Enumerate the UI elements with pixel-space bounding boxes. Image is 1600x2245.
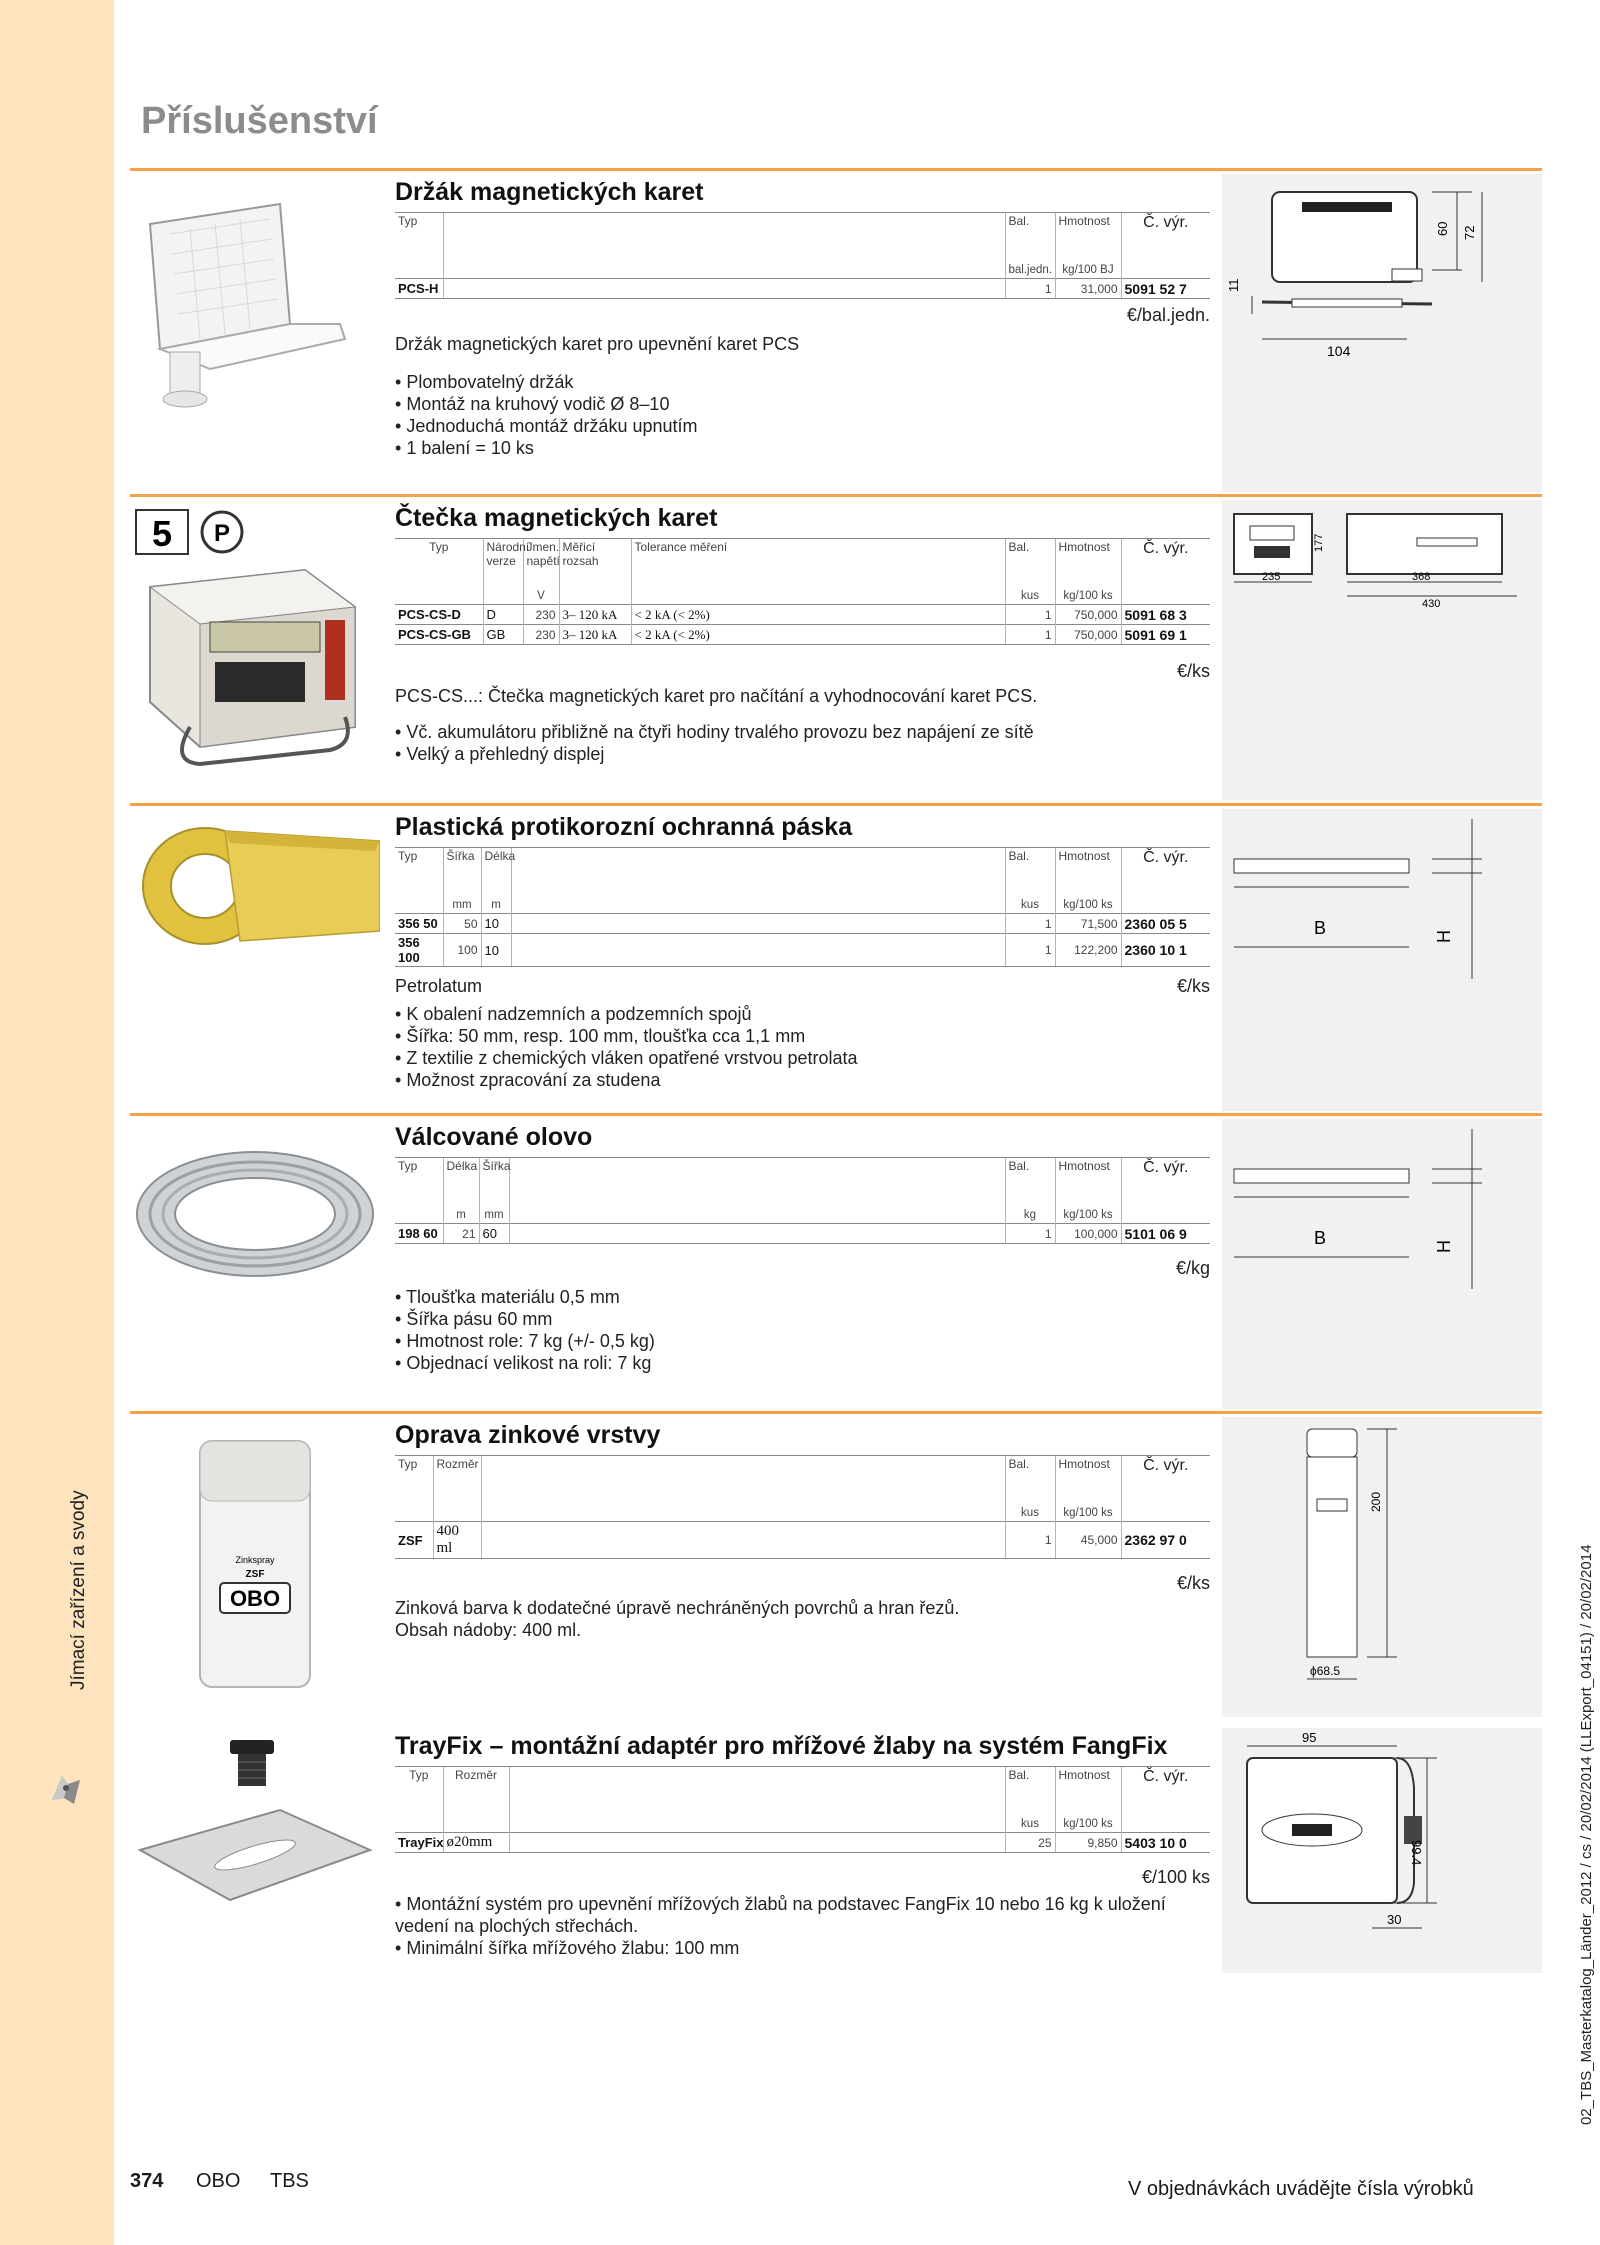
page-number: 374 xyxy=(130,2170,164,2192)
dim-177: 177 xyxy=(1313,533,1325,552)
col-hmotnost: Hmotnost xyxy=(1055,1456,1121,1506)
can-logo: OBO xyxy=(229,1586,281,1611)
section-trayfix xyxy=(130,1728,1542,1973)
dim-95: 95 xyxy=(1302,1730,1317,1745)
unit-bal: bal.jedn. xyxy=(1005,263,1055,279)
col-sirka: Šířka xyxy=(479,1158,509,1208)
footer-brand: OBO xyxy=(196,2170,241,2192)
unit-delka: m xyxy=(443,1208,479,1224)
dim-b: B xyxy=(1314,1228,1327,1248)
unit-sirka: mm xyxy=(479,1208,509,1224)
svg-text:5: 5 xyxy=(151,513,173,554)
bullet: • Jednoduchá montáž držáku upnutím xyxy=(395,415,1210,437)
catalog-code: 02_TBS_Masterkatalog_Länder_2012 / cs / 20/02/2014 (LLExport_04151) / 20/02/2014 xyxy=(1578,1544,1595,2125)
product-table xyxy=(395,1157,1210,1244)
bullet-list xyxy=(395,1893,1210,1959)
cell-hm: 122,200 xyxy=(1055,934,1121,967)
zinc-drawing-svg xyxy=(1222,1417,1542,1717)
pcs-cs-drawing-svg xyxy=(1222,500,1542,800)
col-typ: Typ xyxy=(395,848,443,898)
cell-hm: 45,000 xyxy=(1055,1522,1121,1559)
table-row xyxy=(395,605,1210,625)
lead-dimension-drawing xyxy=(1222,1119,1542,1409)
bullet: • Velký a přehledný displej xyxy=(395,743,1210,765)
description-volume: Obsah nádoby: 400 ml. xyxy=(395,1620,582,1640)
footer-division: TBS xyxy=(270,2170,309,2192)
unit-bal: kus xyxy=(1005,1506,1055,1522)
table-row xyxy=(395,1224,1210,1244)
section-title: Čtečka magnetických karet xyxy=(395,504,718,532)
unit-price: €/ks xyxy=(1176,976,1210,996)
section-pcs-h xyxy=(130,174,1542,492)
cell-delka: 10 xyxy=(481,934,511,967)
dim-30: 30 xyxy=(1387,1912,1402,1927)
bullet-list xyxy=(395,721,1210,765)
lightning-rod-icon xyxy=(48,1770,84,1810)
col-bal: Bal. xyxy=(1005,1767,1055,1817)
col-typ: Typ xyxy=(395,213,443,263)
cell-tolerance: < 2 kA (< 2%) xyxy=(631,605,1005,625)
cell-typ: PCS-H xyxy=(395,279,443,299)
table-row xyxy=(395,279,1210,299)
col-cvyr: Č. výr. xyxy=(1121,1456,1210,1506)
cell-rozsah: 3– 120 kA xyxy=(559,605,631,625)
section-divider xyxy=(130,494,1542,497)
col-sirka: Šířka xyxy=(443,848,481,898)
section-pcs-cs xyxy=(130,500,1542,800)
cell-bal: 1 xyxy=(1005,934,1055,967)
description: Zinková barva k dodatečné úpravě nechráněných povrchů a hran řezů. xyxy=(395,1598,960,1618)
product-table xyxy=(395,1766,1210,1853)
description: PCS-CS...: Čtečka magnetických karet pro načítání a vyhodnocování karet PCS. xyxy=(395,686,1038,706)
unit-price: €/ks xyxy=(1176,1573,1210,1593)
cell-delka: 21 xyxy=(443,1224,479,1244)
col-hmotnost: Hmotnost xyxy=(1055,848,1121,898)
cell-code: 2360 10 1 xyxy=(1121,934,1210,967)
col-bal: Bal. xyxy=(1005,1158,1055,1208)
unit-price: €/bal.jedn. xyxy=(1126,305,1210,325)
col-bal: Bal. xyxy=(1005,213,1055,263)
unit-hm: kg/100 ks xyxy=(1055,1817,1121,1833)
description: Petrolatum xyxy=(395,976,483,996)
col-hmotnost: Hmotnost xyxy=(1055,213,1121,263)
lead-coil-image xyxy=(130,1139,380,1289)
dim-11: 11 xyxy=(1226,278,1241,292)
table-row xyxy=(395,1522,1210,1559)
section-divider xyxy=(130,803,1542,806)
bullet: • Šířka: 50 mm, resp. 100 mm, tloušťka cca 1,1 mm xyxy=(395,1025,1210,1047)
col-bal: Bal. xyxy=(1005,848,1055,898)
cell-bal: 1 xyxy=(1005,914,1055,934)
cell-typ: 198 60 xyxy=(395,1224,443,1244)
cell-code: 5091 69 1 xyxy=(1121,625,1210,645)
cell-rozmer: 400 ml xyxy=(433,1522,481,1559)
unit-hm: kg/100 BJ xyxy=(1055,263,1121,279)
bullet: • Tloušťka materiálu 0,5 mm xyxy=(395,1286,1210,1308)
can-label-line2: ZSF xyxy=(245,1569,265,1580)
pcs-h-dimension-drawing xyxy=(1222,174,1542,492)
cell-typ: PCS-CS-GB xyxy=(395,625,483,645)
side-chapter-label: Jímací zařízení a svody xyxy=(68,1490,89,1690)
unit-bal: kg xyxy=(1005,1208,1055,1224)
bullet: • Z textilie z chemických vláken opatřené vrstvou petrolata xyxy=(395,1047,1210,1069)
tape-dimension-drawing xyxy=(1222,809,1542,1111)
bullet: • Plombovatelný držák xyxy=(395,371,1210,393)
col-bal: Bal. xyxy=(1005,1456,1055,1506)
zinc-dimension-drawing xyxy=(1222,1417,1542,1717)
cell-code: 5101 06 9 xyxy=(1121,1224,1210,1244)
col-hmotnost: Hmotnost xyxy=(1055,1767,1121,1817)
bullet: • Vč. akumulátoru přibližně na čtyři hodiny trvalého provozu bez napájení ze sítě xyxy=(395,721,1210,743)
table-row xyxy=(395,934,1210,967)
col-bal: Bal. xyxy=(1005,539,1055,589)
col-delka: Délka xyxy=(443,1158,479,1208)
cell-typ: 356 100 xyxy=(395,934,443,967)
col-hmotnost: Hmotnost xyxy=(1055,1158,1121,1208)
unit-hm: kg/100 ks xyxy=(1055,1208,1121,1224)
trayfix-dimension-drawing xyxy=(1222,1728,1542,1973)
lead-drawing-svg xyxy=(1222,1119,1542,1409)
dim-430: 430 xyxy=(1422,598,1441,610)
section-title: Držák magnetických karet xyxy=(395,178,704,206)
cell-typ: ZSF xyxy=(395,1522,433,1559)
bullet-list xyxy=(395,1003,1210,1091)
col-tolerance: Tolerance měření xyxy=(631,539,1005,589)
dim-368: 368 xyxy=(1412,571,1431,583)
cell-code: 5403 10 0 xyxy=(1121,1833,1210,1853)
section-title: Plastická protikorozní ochranná páska xyxy=(395,813,853,841)
bullet: • 1 balení = 10 ks xyxy=(395,437,1210,459)
left-side-band xyxy=(0,0,114,2245)
bullet: • K obalení nadzemních a podzemních spojů xyxy=(395,1003,1210,1025)
cell-typ: PCS-CS-D xyxy=(395,605,483,625)
cell-code: 2362 97 0 xyxy=(1121,1522,1210,1559)
pcs-h-drawing-svg xyxy=(1222,174,1542,492)
table-row xyxy=(395,625,1210,645)
bullet-list xyxy=(395,371,1210,459)
description: Držák magnetických karet pro upevnění karet PCS xyxy=(395,334,800,354)
col-narodni: Národní verze xyxy=(483,539,523,589)
product-table xyxy=(395,212,1210,299)
unit-delka: m xyxy=(481,898,511,914)
cell-sirka: 60 xyxy=(479,1224,509,1244)
bullet: • Šířka pásu 60 mm xyxy=(395,1308,1210,1330)
cell-tolerance: < 2 kA (< 2%) xyxy=(631,625,1005,645)
page-title: Příslušenství xyxy=(141,100,378,142)
dim-235: 235 xyxy=(1262,571,1281,583)
dim-b: B xyxy=(1314,918,1327,938)
unit-hm: kg/100 ks xyxy=(1055,1506,1121,1522)
dim-200: 200 xyxy=(1369,1491,1383,1512)
col-cvyr: Č. výr. xyxy=(1121,213,1210,263)
col-rozsah: Měřicí rozsah xyxy=(559,539,631,589)
col-cvyr: Č. výr. xyxy=(1121,1158,1210,1208)
col-typ: Typ xyxy=(395,1456,433,1506)
section-title: TrayFix – montážní adaptér pro mřížové žlaby na systém FangFix xyxy=(395,1732,1168,1760)
unit-hm: kg/100 ks xyxy=(1055,589,1121,605)
tape-drawing-svg xyxy=(1222,809,1542,1111)
unit-v: V xyxy=(523,589,559,605)
cell-bal: 25 xyxy=(1005,1833,1055,1853)
dim-72: 72 xyxy=(1462,225,1477,240)
cell-rozsah: 3– 120 kA xyxy=(559,625,631,645)
cell-bal: 1 xyxy=(1005,605,1055,625)
dim-68-5: ϕ68.5 xyxy=(1310,1664,1341,1678)
cell-bal: 1 xyxy=(1005,625,1055,645)
cell-hm: 9,850 xyxy=(1055,1833,1121,1853)
section-divider xyxy=(130,1411,1542,1414)
col-hmotnost: Hmotnost xyxy=(1055,539,1121,589)
cell-hm: 100,000 xyxy=(1055,1224,1121,1244)
bullet: • Hmotnost role: 7 kg (+/- 0,5 kg) xyxy=(395,1330,1210,1352)
cell-code: 5091 52 7 xyxy=(1121,279,1210,299)
can-label-line1: Zinkspray xyxy=(235,1555,275,1565)
bullet: • Montážní systém pro upevnění mřížových žlabů na podstavec FangFix 10 nebo 16 kg k uložení vedení na plochých střechách. xyxy=(395,1893,1210,1937)
bullet: • Minimální šířka mřížového žlabu: 100 mm xyxy=(395,1937,1210,1959)
section-divider xyxy=(130,168,1542,171)
bullet: • Montáž na kruhový vodič Ø 8–10 xyxy=(395,393,1210,415)
table-row xyxy=(395,914,1210,934)
col-typ: Typ xyxy=(395,1158,443,1208)
unit-bal: kus xyxy=(1005,589,1055,605)
col-cvyr: Č. výr. xyxy=(1121,848,1210,898)
section-lead xyxy=(130,1119,1542,1409)
card-reader-image xyxy=(130,502,380,772)
product-table xyxy=(395,847,1210,967)
unit-price: €/100 ks xyxy=(1141,1867,1210,1887)
cell-sirka: 100 xyxy=(443,934,481,967)
cell-bal: 1 xyxy=(1005,1522,1055,1559)
col-typ: Typ xyxy=(395,539,483,589)
trayfix-adapter-image xyxy=(130,1740,380,1910)
dim-60: 60 xyxy=(1435,221,1450,236)
section-title: Válcované olovo xyxy=(395,1123,593,1151)
unit-price: €/ks xyxy=(1176,661,1210,681)
tape-roll-image xyxy=(130,811,380,951)
cell-hm: 750,000 xyxy=(1055,625,1121,645)
unit-sirka: mm xyxy=(443,898,481,914)
bullet-list xyxy=(395,1286,1210,1374)
cell-narodni: D xyxy=(483,605,523,625)
cell-hm: 71,500 xyxy=(1055,914,1121,934)
card-holder-image xyxy=(130,174,380,414)
unit-bal: kus xyxy=(1005,898,1055,914)
dim-104: 104 xyxy=(1327,343,1351,359)
bullet: • Objednací velikost na roli: 7 kg xyxy=(395,1352,1210,1374)
col-typ: Typ xyxy=(395,1767,443,1817)
cell-code: 5091 68 3 xyxy=(1121,605,1210,625)
section-title: Oprava zinkové vrstvy xyxy=(395,1421,661,1449)
section-divider xyxy=(130,1113,1542,1116)
product-table xyxy=(395,1455,1210,1559)
col-delka: Délka xyxy=(481,848,511,898)
col-jmen: Jmen. napětí xyxy=(523,539,559,589)
cell-bal: 1 xyxy=(1005,1224,1055,1244)
cell-bal: 1 xyxy=(1005,279,1055,299)
unit-price: €/kg xyxy=(1175,1258,1210,1278)
cell-typ: 356 50 xyxy=(395,914,443,934)
product-table xyxy=(395,538,1210,645)
unit-bal: kus xyxy=(1005,1817,1055,1833)
dim-99-4: 99.4 xyxy=(1409,1840,1424,1866)
cell-code: 2360 05 5 xyxy=(1121,914,1210,934)
cell-v: 230 xyxy=(523,625,559,645)
cell-rozmer: ø20mm xyxy=(443,1833,509,1853)
cell-delka: 10 xyxy=(481,914,511,934)
footer-note: V objednávkách uvádějte čísla výrobků xyxy=(1128,2178,1474,2200)
zinc-spray-can-image xyxy=(190,1427,320,1697)
col-rozmer: Rozměr xyxy=(443,1767,509,1817)
trayfix-drawing-svg xyxy=(1222,1728,1542,1973)
col-cvyr: Č. výr. xyxy=(1121,539,1210,589)
section-zinc xyxy=(130,1417,1542,1717)
cell-v: 230 xyxy=(523,605,559,625)
dim-h: H xyxy=(1434,930,1454,943)
unit-hm: kg/100 ks xyxy=(1055,898,1121,914)
section-tape xyxy=(130,809,1542,1111)
cell-sirka: 50 xyxy=(443,914,481,934)
col-rozmer: Rozměr xyxy=(433,1456,481,1506)
table-row xyxy=(395,1833,1210,1853)
svg-text:P: P xyxy=(213,520,231,547)
dim-h: H xyxy=(1434,1240,1454,1253)
col-cvyr: Č. výr. xyxy=(1121,1767,1210,1817)
cell-hm: 31,000 xyxy=(1055,279,1121,299)
cell-hm: 750,000 xyxy=(1055,605,1121,625)
cell-typ: TrayFix xyxy=(395,1833,443,1853)
pcs-cs-dimension-drawing xyxy=(1222,500,1542,800)
bullet: • Možnost zpracování za studena xyxy=(395,1069,1210,1091)
cell-narodni: GB xyxy=(483,625,523,645)
